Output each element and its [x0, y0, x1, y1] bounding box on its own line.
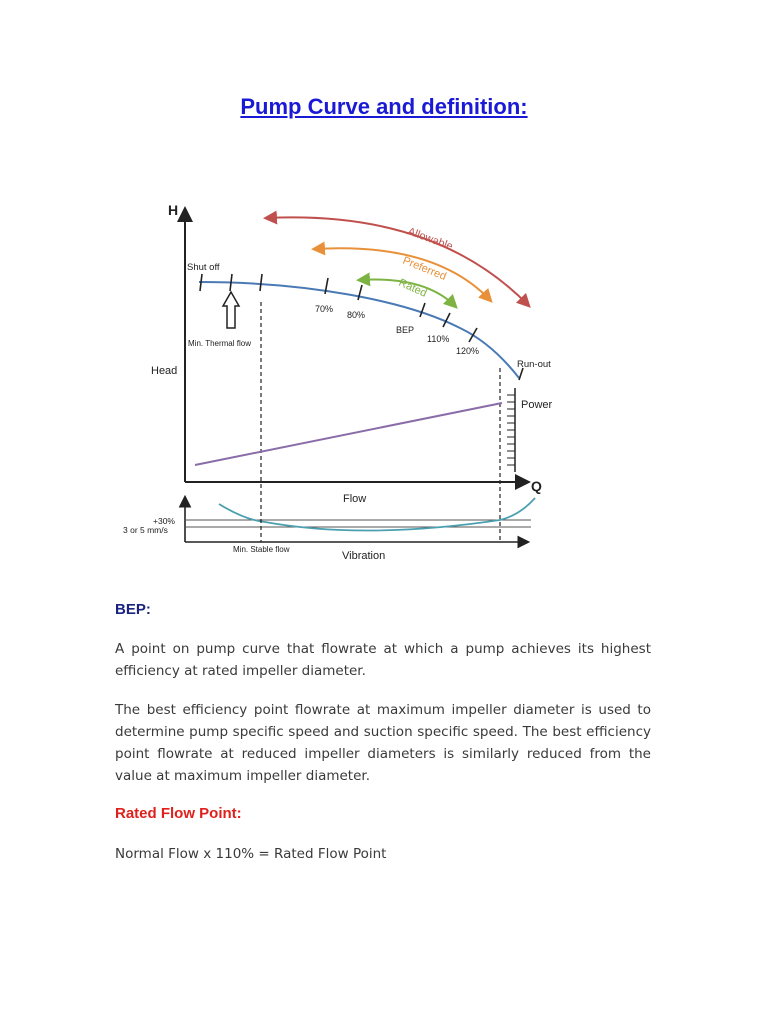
vibration-plus30-label: +30% — [153, 516, 175, 526]
runout-label: Run-out — [517, 359, 551, 370]
pct-110-label: 110% — [427, 334, 450, 344]
vibration-label: Vibration — [342, 550, 386, 562]
min-thermal-arrow — [223, 292, 239, 328]
min-stable-flow-label: Min. Stable flow — [233, 545, 290, 554]
preferred-label: Preferred — [400, 254, 448, 283]
pct-120-label: 120% — [456, 346, 480, 356]
tick-120 — [469, 328, 477, 342]
shutoff-label: Shut off — [187, 262, 220, 273]
tick-thermal — [230, 274, 232, 291]
pct-70-label: 70% — [315, 304, 334, 314]
flow-label: Flow — [343, 493, 367, 505]
bep-heading: BEP: — [115, 601, 151, 618]
bep-label: BEP — [396, 325, 415, 335]
power-label: Power — [521, 399, 553, 411]
min-thermal-flow-label: Min. Thermal flow — [188, 339, 251, 348]
pump-curve-diagram — [115, 190, 565, 570]
axis-h-label: H — [168, 202, 179, 218]
axis-q-label: Q — [531, 478, 542, 494]
tick-bep — [420, 303, 425, 317]
page-title: Pump Curve and definition: — [240, 94, 528, 119]
allowable-label: Allowable — [405, 225, 455, 253]
bep-paragraph-2: The best efficiency point flowrate at maximum impeller diameter is used to determine pump specific speed and suction specific speed. The best efficiency point flowrate at reduced impeller diameters is similarly reduced from the value at maximum impeller diameter. — [115, 702, 651, 784]
rated-flow-paragraph: Normal Flow x 110% = Rated Flow Point — [115, 846, 387, 862]
tick-shutoff — [200, 274, 202, 291]
head-label: Head — [151, 365, 178, 377]
power-line — [195, 403, 502, 465]
rated-flow-heading: Rated Flow Point: — [115, 805, 242, 822]
rated-label: Rated — [396, 276, 429, 300]
bep-paragraph-1: A point on pump curve that flowrate at which a pump achieves its highest efficiency at rated impeller diameter. — [115, 641, 651, 679]
power-scale-ticks — [507, 395, 515, 465]
vibration-limit-label: 3 or 5 mm/s — [123, 525, 168, 535]
vibration-curve — [219, 498, 535, 531]
allowable-range-arrow — [267, 217, 528, 305]
pct-80-label: 80% — [347, 310, 366, 320]
tick-stable — [260, 274, 262, 291]
